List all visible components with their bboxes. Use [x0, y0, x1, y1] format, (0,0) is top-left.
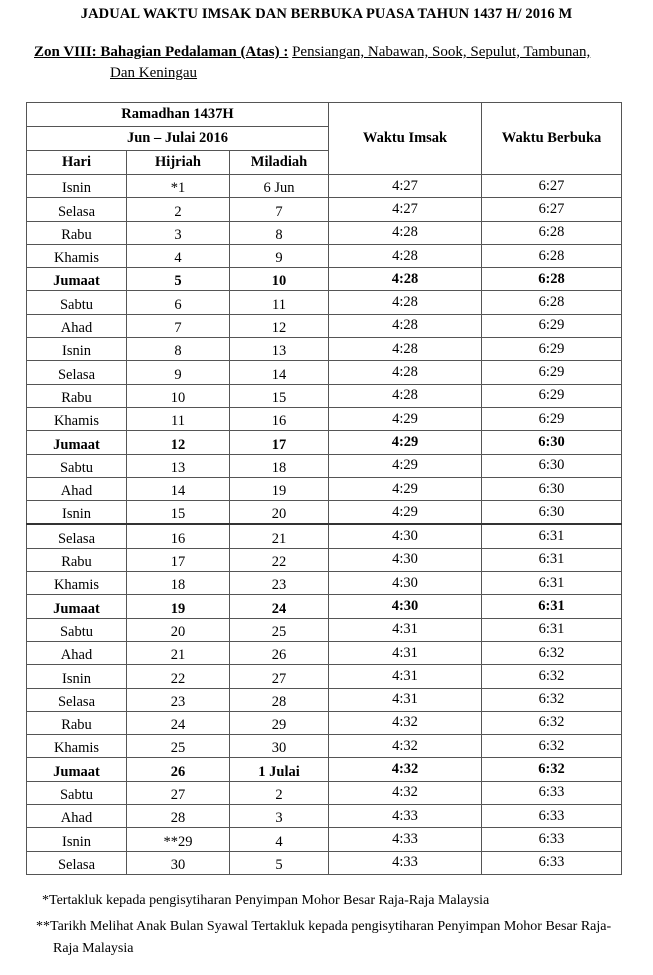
cell-miladiah: 5 [230, 851, 329, 874]
cell-imsak: 4:29 [329, 477, 482, 500]
cell-hari: Isnin [27, 338, 127, 361]
cell-miladiah: 10 [230, 268, 329, 291]
cell-hari: Isnin [27, 665, 127, 688]
table-row [27, 175, 622, 198]
cell-berbuka: 6:32 [482, 758, 622, 781]
cell-berbuka: 6:28 [482, 244, 622, 267]
table-row [27, 851, 622, 874]
cell-miladiah: 23 [230, 572, 329, 595]
zone-description [34, 42, 644, 84]
cell-imsak: 4:28 [329, 291, 482, 314]
cell-berbuka: 6:28 [482, 291, 622, 314]
cell-hijriah: 4 [127, 244, 230, 267]
cell-hijriah: 8 [127, 338, 230, 361]
cell-imsak: 4:28 [329, 361, 482, 384]
table-row [27, 688, 622, 711]
cell-berbuka: 6:29 [482, 384, 622, 407]
cell-miladiah: 22 [230, 548, 329, 571]
table-row [27, 361, 622, 384]
cell-imsak: 4:29 [329, 454, 482, 477]
cell-berbuka: 6:33 [482, 851, 622, 874]
cell-hari: Isnin [27, 828, 127, 851]
cell-imsak: 4:28 [329, 268, 482, 291]
table-row [27, 828, 622, 851]
header-imsak: Waktu Imsak [329, 103, 482, 175]
header-berbuka: Waktu Berbuka [482, 103, 622, 175]
cell-hari: Ahad [27, 641, 127, 664]
cell-imsak: 4:27 [329, 198, 482, 221]
cell-hari: Rabu [27, 384, 127, 407]
cell-imsak: 4:29 [329, 431, 482, 454]
cell-hari: Ahad [27, 314, 127, 337]
cell-imsak: 4:31 [329, 618, 482, 641]
cell-hijriah: **29 [127, 828, 230, 851]
cell-imsak: 4:28 [329, 221, 482, 244]
table-row [27, 524, 622, 548]
cell-imsak: 4:32 [329, 735, 482, 758]
cell-hari: Ahad [27, 805, 127, 828]
cell-berbuka: 6:30 [482, 431, 622, 454]
table-row [27, 291, 622, 314]
cell-imsak: 4:28 [329, 384, 482, 407]
cell-berbuka: 6:32 [482, 665, 622, 688]
header-hijriah: Hijriah [127, 151, 230, 175]
cell-imsak: 4:33 [329, 828, 482, 851]
cell-hijriah: 28 [127, 805, 230, 828]
cell-berbuka: 6:29 [482, 314, 622, 337]
footnotes [36, 890, 636, 960]
table-row [27, 501, 622, 525]
cell-imsak: 4:32 [329, 758, 482, 781]
cell-hari: Selasa [27, 851, 127, 874]
cell-miladiah: 28 [230, 688, 329, 711]
cell-miladiah: 14 [230, 361, 329, 384]
cell-hari: Sabtu [27, 454, 127, 477]
table-row [27, 735, 622, 758]
cell-hari: Rabu [27, 548, 127, 571]
cell-hari: Isnin [27, 175, 127, 198]
cell-hijriah: 5 [127, 268, 230, 291]
cell-hari: Jumaat [27, 431, 127, 454]
table-row [27, 641, 622, 664]
header-hari: Hari [27, 151, 127, 175]
cell-miladiah: 27 [230, 665, 329, 688]
cell-miladiah: 6 Jun [230, 175, 329, 198]
cell-hari: Rabu [27, 711, 127, 734]
cell-berbuka: 6:33 [482, 781, 622, 804]
cell-imsak: 4:32 [329, 711, 482, 734]
table-row [27, 268, 622, 291]
cell-hijriah: 30 [127, 851, 230, 874]
table-row [27, 781, 622, 804]
cell-berbuka: 6:30 [482, 501, 622, 525]
cell-imsak: 4:32 [329, 781, 482, 804]
cell-berbuka: 6:32 [482, 641, 622, 664]
cell-berbuka: 6:32 [482, 735, 622, 758]
table-row [27, 805, 622, 828]
cell-miladiah: 19 [230, 477, 329, 500]
cell-imsak: 4:29 [329, 501, 482, 525]
cell-miladiah: 1 Julai [230, 758, 329, 781]
zone-label: Zon VIII: Bahagian Pedalaman (Atas) : [34, 44, 289, 60]
cell-hijriah: 6 [127, 291, 230, 314]
cell-berbuka: 6:31 [482, 618, 622, 641]
cell-hari: Jumaat [27, 758, 127, 781]
zone-places-line2: Dan Keningau [110, 65, 198, 81]
cell-berbuka: 6:29 [482, 361, 622, 384]
cell-hari: Sabtu [27, 781, 127, 804]
cell-hijriah: 21 [127, 641, 230, 664]
cell-hijriah: 15 [127, 501, 230, 525]
cell-hari: Khamis [27, 735, 127, 758]
header-miladiah: Miladiah [230, 151, 329, 175]
cell-berbuka: 6:30 [482, 477, 622, 500]
cell-imsak: 4:31 [329, 665, 482, 688]
cell-hijriah: 13 [127, 454, 230, 477]
cell-miladiah: 13 [230, 338, 329, 361]
cell-berbuka: 6:31 [482, 524, 622, 548]
cell-berbuka: 6:31 [482, 572, 622, 595]
cell-miladiah: 4 [230, 828, 329, 851]
cell-berbuka: 6:31 [482, 548, 622, 571]
cell-miladiah: 18 [230, 454, 329, 477]
cell-berbuka: 6:29 [482, 338, 622, 361]
table-row [27, 618, 622, 641]
cell-imsak: 4:30 [329, 548, 482, 571]
cell-hijriah: *1 [127, 175, 230, 198]
cell-berbuka: 6:32 [482, 688, 622, 711]
cell-berbuka: 6:27 [482, 198, 622, 221]
cell-hijriah: 3 [127, 221, 230, 244]
cell-hijriah: 25 [127, 735, 230, 758]
table-row [27, 431, 622, 454]
cell-hari: Selasa [27, 198, 127, 221]
cell-berbuka: 6:29 [482, 407, 622, 430]
cell-imsak: 4:33 [329, 851, 482, 874]
schedule-table [26, 102, 622, 875]
table-row [27, 595, 622, 618]
cell-imsak: 4:28 [329, 244, 482, 267]
cell-berbuka: 6:27 [482, 175, 622, 198]
cell-hijriah: 27 [127, 781, 230, 804]
table-row [27, 548, 622, 571]
cell-miladiah: 17 [230, 431, 329, 454]
zone-places-line1: Pensiangan, Nabawan, Sook, Sepulut, Tambunan, [292, 44, 591, 60]
cell-miladiah: 3 [230, 805, 329, 828]
cell-hari: Sabtu [27, 291, 127, 314]
table-row [27, 711, 622, 734]
cell-imsak: 4:29 [329, 407, 482, 430]
table-row [27, 338, 622, 361]
cell-hijriah: 10 [127, 384, 230, 407]
table-row [27, 454, 622, 477]
header-period: Jun – Julai 2016 [27, 127, 329, 151]
cell-hari: Isnin [27, 501, 127, 525]
cell-imsak: 4:30 [329, 595, 482, 618]
cell-hijriah: 9 [127, 361, 230, 384]
cell-hari: Ahad [27, 477, 127, 500]
cell-imsak: 4:30 [329, 572, 482, 595]
cell-miladiah: 9 [230, 244, 329, 267]
cell-hijriah: 7 [127, 314, 230, 337]
cell-hijriah: 14 [127, 477, 230, 500]
cell-berbuka: 6:32 [482, 711, 622, 734]
footnote-1: *Tertakluk kepada pengisytiharan Penyimpan Mohor Besar Raja-Raja Malaysia [42, 893, 490, 908]
table-row [27, 758, 622, 781]
cell-imsak: 4:30 [329, 524, 482, 548]
cell-hari: Rabu [27, 221, 127, 244]
cell-hijriah: 19 [127, 595, 230, 618]
cell-hari: Selasa [27, 688, 127, 711]
cell-imsak: 4:28 [329, 314, 482, 337]
cell-hijriah: 18 [127, 572, 230, 595]
cell-hari: Selasa [27, 524, 127, 548]
cell-imsak: 4:28 [329, 338, 482, 361]
cell-hijriah: 26 [127, 758, 230, 781]
cell-hari: Selasa [27, 361, 127, 384]
table-row [27, 314, 622, 337]
cell-hijriah: 20 [127, 618, 230, 641]
cell-hari: Jumaat [27, 595, 127, 618]
cell-miladiah: 8 [230, 221, 329, 244]
table-row [27, 198, 622, 221]
cell-miladiah: 11 [230, 291, 329, 314]
cell-hari: Jumaat [27, 268, 127, 291]
cell-miladiah: 29 [230, 711, 329, 734]
cell-berbuka: 6:28 [482, 221, 622, 244]
cell-hari: Khamis [27, 407, 127, 430]
cell-imsak: 4:31 [329, 688, 482, 711]
cell-berbuka: 6:30 [482, 454, 622, 477]
cell-imsak: 4:31 [329, 641, 482, 664]
cell-berbuka: 6:31 [482, 595, 622, 618]
footnote-2: **Tarikh Melihat Anak Bulan Syawal Tertakluk kepada pengisytiharan Penyimpan Mohor Besar Raja-Raja Malaysia [36, 919, 612, 956]
cell-hijriah: 2 [127, 198, 230, 221]
header-month: Ramadhan 1437H [27, 103, 329, 127]
cell-hijriah: 11 [127, 407, 230, 430]
cell-miladiah: 16 [230, 407, 329, 430]
cell-hijriah: 23 [127, 688, 230, 711]
cell-miladiah: 26 [230, 641, 329, 664]
cell-hijriah: 12 [127, 431, 230, 454]
cell-berbuka: 6:33 [482, 828, 622, 851]
schedule-body [27, 175, 622, 875]
table-row [27, 407, 622, 430]
cell-miladiah: 25 [230, 618, 329, 641]
cell-miladiah: 15 [230, 384, 329, 407]
table-row [27, 665, 622, 688]
cell-miladiah: 12 [230, 314, 329, 337]
cell-miladiah: 7 [230, 198, 329, 221]
cell-hijriah: 17 [127, 548, 230, 571]
table-row [27, 221, 622, 244]
cell-hijriah: 22 [127, 665, 230, 688]
cell-miladiah: 20 [230, 501, 329, 525]
table-row [27, 244, 622, 267]
cell-hari: Khamis [27, 244, 127, 267]
cell-hijriah: 16 [127, 524, 230, 548]
cell-berbuka: 6:28 [482, 268, 622, 291]
table-row [27, 384, 622, 407]
table-row [27, 477, 622, 500]
cell-imsak: 4:27 [329, 175, 482, 198]
cell-hari: Khamis [27, 572, 127, 595]
table-row [27, 572, 622, 595]
cell-miladiah: 30 [230, 735, 329, 758]
cell-miladiah: 2 [230, 781, 329, 804]
cell-miladiah: 24 [230, 595, 329, 618]
cell-hijriah: 24 [127, 711, 230, 734]
cell-hari: Sabtu [27, 618, 127, 641]
cell-imsak: 4:33 [329, 805, 482, 828]
cell-berbuka: 6:33 [482, 805, 622, 828]
cell-miladiah: 21 [230, 524, 329, 548]
page-title: JADUAL WAKTU IMSAK DAN BERBUKA PUASA TAHUN 1437 H/ 2016 M [80, 6, 573, 22]
